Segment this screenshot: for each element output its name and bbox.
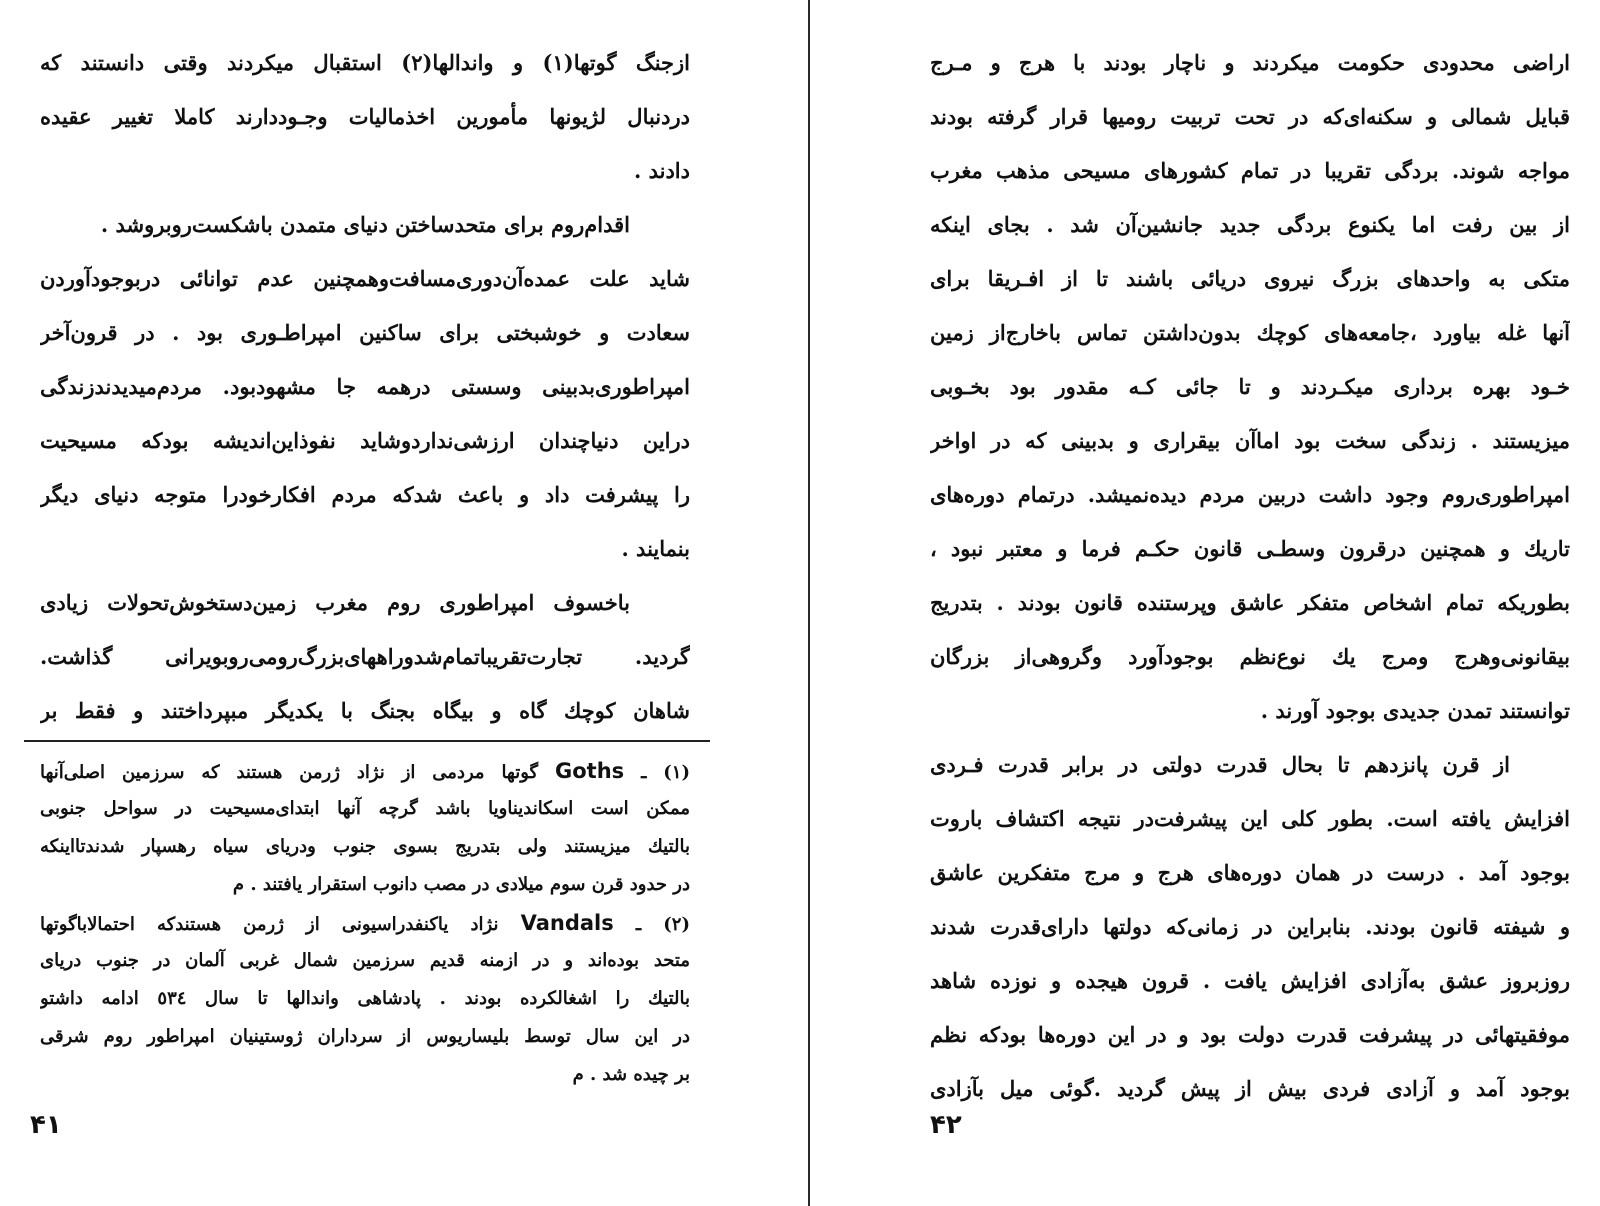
text-line: بوجود آمد . درست در همان دوره‌های هرج و مرج متفکرین عاشق [930,860,1570,885]
footnote-number: (۱) ـ [641,762,690,783]
text-line: آنها غله بیاورد ،جامعه‌های کوچك بدون‌داشتن تماس باخارج‌از زمین [930,320,1570,345]
footnote-line: متحد بوده‌اند و در ازمنه قدیم سرزمین شمال غربی آلمان در جنوب دریای [40,950,690,971]
text-line: ازجنگ گوتها(۱) و واندالها(۲) استقبال میکردند وقتی دانستند که [40,50,690,75]
text-line: روزبروز عشق به‌آزادی افزایش یافت . قرون هیجده و نوزده شاهد [930,968,1570,993]
text-line: را پیشرفت داد و باعث شدکه مردم افکارخودرا متوجه دنیای دیگر [40,482,690,507]
footnote-line: بالتیك را اشغالکرده بودند . پادشاهی واندالها تا سال ٥٣٤ ادامه داشتو [40,988,690,1009]
text-line: از بین رفت اما یکنوع بردگی جدید جانشین‌آن شد . بجای اینکه [930,212,1570,237]
text-line: بنمایند . [621,536,690,561]
text-line: شاهان کوچك گاه و بیگاه بجنگ با یکدیگر مبپرداختند و فقط بر [40,698,690,723]
text-line: بطوریکه تمام اشخاص متفکر عاشق وپرستنده قانون بودند . بتدریج [930,590,1570,615]
text-line: اراضی محدودی حکومت میکردند و ناچار بودند با هرج و مـرج [930,50,1570,75]
text-line: افزایش یافته است. بطور کلی این پیشرفت‌در نتیجه اکتشاف باروت [930,806,1570,831]
footnote-line: ممکن است اسکاندیناویا باشد گرچه آنها ابتدای‌مسیحیت در سواحل جنوبی [40,798,690,819]
text-line: متکی به واحدهای بزرگ نیروی دریائی باشند تا از افـریقا برای [930,266,1570,291]
text-line: میزیستند . زندگی سخت بود اماآن بیقراری و بدبینی که در اواخر [930,428,1570,453]
text-line: مواجه شوند. بردگی تقریبا در تمام کشورهای مسیحی مذهب مغرب [930,158,1570,183]
footnote-number: (۲) ـ [635,914,690,935]
text-line: بوجود آمد و آزادی فردی بیش از پیش گردید .گوئی میل بآزادی [930,1076,1570,1101]
page-spine [808,0,810,1206]
left-page-body [40,36,690,738]
text-line: دردنبال لژیونها مأمورین اخذمالیات وجـوددارند کاملا تغییر عقیده [40,104,690,129]
text-line: بیقانونی‌وهرج ومرج یك نوع‌نظم بوجودآورد وگروهی‌از بزرگان [930,644,1570,669]
text-line: امپراطوری‌روم وجود داشت دربین مردم دیده‌نمیشد. درتمام دوره‌های [930,482,1570,507]
text-line: توانستند تمدن جدیدی بوجود آورند . [1260,698,1570,723]
text-line: باخسوف امپراطوری روم مغرب زمین‌دستخوش‌تحولات زیادی [40,590,630,615]
text-line: دراین دنیاچندان ارزشی‌نداردوشاید نفوذاین‌اندیشه بودکه مسیحیت [40,428,690,453]
footnote-line: در این سال توسط بلیساریوس از سرداران ژوستینیان امپراطور روم شرقی [40,1026,690,1047]
footnotes [40,752,690,1094]
page-number: ۴۱ [30,1110,62,1140]
text-line: سعادت و خوشبختی برای ساکنین امپراطـوری بود . در قرون‌آخر [40,320,690,345]
text-line: و شیفته قانون بودند. بنابراین در زمانی‌که دولتها دارای‌قدرت شدند [930,914,1570,939]
text-line: گردید. تجارت‌تقریباتمام‌شدوراههای‌بزرگ‌رومی‌روبویرانی گذاشت. [40,644,690,669]
text-line: تاریك و همچنین درقرون وسطـی قانون حکـم فرما و معتبر نبود ، [930,536,1570,561]
text-line: امپراطوری‌بدبینی وسستی درهمه جا مشهودبود. مردم‌میدیدندزندگی [40,374,690,399]
text-line: موفقیتهائی در پیشرفت قدرت دولت بود و در این دوره‌ها بودکه نظم [930,1022,1570,1047]
footnote-term: Vandals [520,911,614,935]
footnote-divider [24,740,710,742]
footnote-text: گوتها مردمی از نژاد ژرمن هستند که سرزمین اصلی‌آنها [40,762,539,783]
text-line: از قرن پانزدهم تا بحال قدرت دولتی در برابر قدرت فـردی [930,752,1510,777]
text-line: خـود بهره برداری میکـردند و تا جائی کـه مقدور بود بخـوبی [930,374,1570,399]
footnote-line: بر چیده شد . م [572,1064,690,1085]
footnote-line [40,752,690,790]
footnote-text: نژاد یاکنفدراسیونی از ژرمن هستندکه احتمالاباگوتها [40,914,499,935]
footnote-line: بالتیك میزیستند ولی بتدریج بسوی جنوب ودریای سیاه رهسپار شدندتااینکه [40,836,690,857]
left-page [30,0,690,1206]
footnote-line: در حدود قرن سوم میلادی در مصب دانوب استقرار یافتند . م [232,874,690,895]
page-number: ۴۲ [930,1110,962,1140]
right-page-body [930,36,1570,1116]
text-line: دادند . [633,158,690,183]
footnote-line [40,904,690,942]
text-line: اقدام‌روم برای متحدساختن دنیای متمدن باشکست‌روبروشد . [100,212,630,237]
right-page [930,0,1570,1206]
text-line: قبایل شمالی و سکنه‌ای‌که در تحت تربیت رومیها قرار گرفته بودند [930,104,1570,129]
text-line: شاید علت عمده‌آن‌دوری‌مسافت‌وهمچنین عدم توانائی دربوجودآوردن [40,266,690,291]
footnote-term: Goths [555,759,625,783]
